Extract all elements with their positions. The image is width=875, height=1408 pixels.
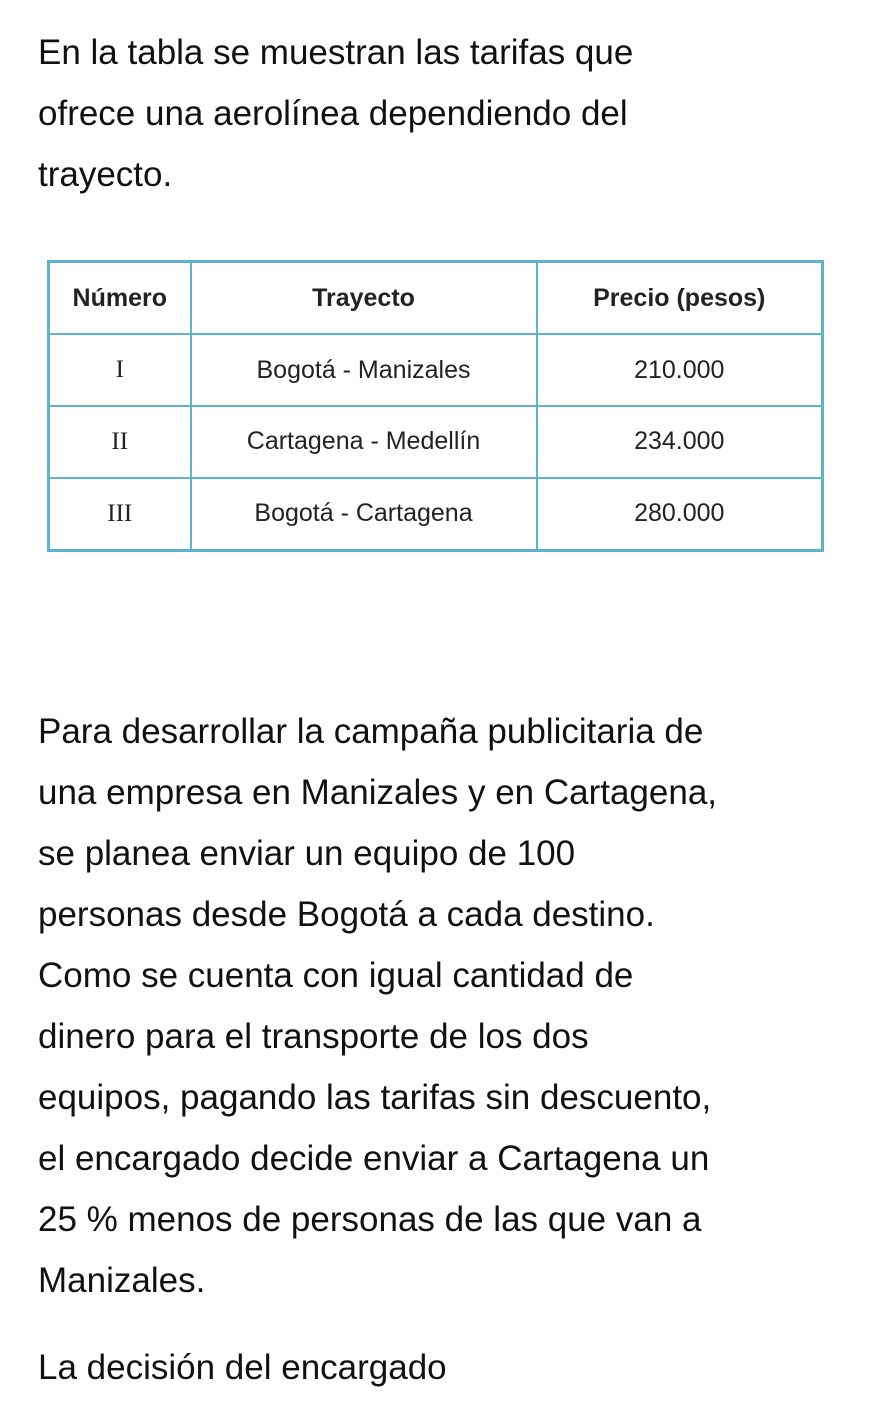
- cell-route: Bogotá - Manizales: [191, 334, 537, 406]
- fares-table-container: [47, 260, 821, 552]
- cell-route: Bogotá - Cartagena: [191, 478, 537, 551]
- cell-price: 210.000: [537, 334, 823, 406]
- table-row: [49, 478, 823, 551]
- cell-number: III: [49, 478, 191, 551]
- cell-route: Cartagena - Medellín: [191, 406, 537, 478]
- cell-price: 280.000: [537, 478, 823, 551]
- table-row: [49, 334, 823, 406]
- table-header-row: [49, 262, 823, 335]
- closing-line: La decisión del encargado: [38, 1348, 447, 1387]
- cell-price: 234.000: [537, 406, 823, 478]
- fares-table: [47, 260, 824, 552]
- cell-number: II: [49, 406, 191, 478]
- cell-number: I: [49, 334, 191, 406]
- intro-paragraph: En la tabla se muestran las tarifas que ofrece una aerolínea dependiendo del trayecto.: [38, 33, 634, 194]
- header-number: Número: [49, 262, 191, 335]
- problem-paragraph: Para desarrollar la campaña publicitaria de una empresa en Manizales y en Cartagena, se planea enviar un equipo de 100 personas desde Bogotá a cada destino. Como se cuenta con igual cantidad de dinero para el transporte de los dos equipos, pagando las tarifas sin descuento, el encargado decide enviar a Cartagena un 25 % menos de personas de las que van a Manizales.: [38, 712, 718, 1300]
- header-price: Precio (pesos): [537, 262, 823, 335]
- header-route: Trayecto: [191, 262, 537, 335]
- table-row: [49, 406, 823, 478]
